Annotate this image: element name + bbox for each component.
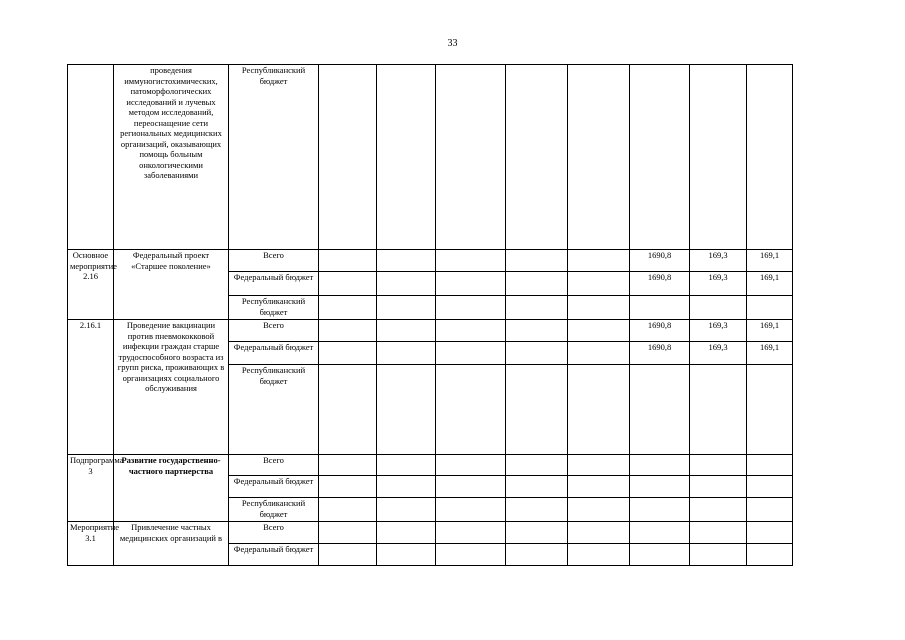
value-cell [436, 65, 506, 250]
value-cell [747, 522, 793, 544]
value-cell: 169,3 [690, 272, 747, 296]
value-cell [319, 342, 377, 365]
value-cell [690, 65, 747, 250]
value-cell [630, 498, 690, 522]
row-code-cell: Основное мероприятие 2.16 [68, 250, 114, 320]
value-cell [630, 544, 690, 566]
value-cell [377, 320, 436, 342]
value-cell [319, 296, 377, 320]
value-cell [319, 250, 377, 272]
row-name-cell: Развитие государственно-частного партнерства [114, 455, 229, 522]
value-cell [319, 365, 377, 455]
value-cell [630, 65, 690, 250]
value-cell [568, 522, 630, 544]
value-cell [747, 296, 793, 320]
budget-table [67, 64, 833, 566]
value-cell: 169,1 [747, 342, 793, 365]
funding-source-cell: Федеральный бюджет [229, 272, 319, 296]
value-cell [568, 476, 630, 498]
page-number: 33 [447, 38, 458, 49]
value-cell [568, 342, 630, 365]
value-cell [630, 476, 690, 498]
funding-source-cell: Всего [229, 320, 319, 342]
value-cell [436, 250, 506, 272]
value-cell [436, 342, 506, 365]
funding-source-cell: Федеральный бюджет [229, 544, 319, 566]
value-cell [690, 522, 747, 544]
value-cell [377, 365, 436, 455]
value-cell [436, 455, 506, 476]
value-cell [506, 365, 568, 455]
value-cell [436, 498, 506, 522]
value-cell [568, 272, 630, 296]
value-cell [377, 296, 436, 320]
value-cell [506, 342, 568, 365]
funding-source-cell: Республиканский бюджет [229, 365, 319, 455]
value-cell [506, 544, 568, 566]
value-cell [690, 365, 747, 455]
value-cell [506, 320, 568, 342]
value-cell [377, 342, 436, 365]
value-cell [747, 544, 793, 566]
value-cell [568, 365, 630, 455]
value-cell: 169,3 [690, 342, 747, 365]
row-name-cell: Проведение вакцинации против пневмококковой инфекции граждан старше трудоспособного возраста из групп риска, проживающих в организациях социального обслуживания [114, 320, 229, 455]
value-cell [747, 365, 793, 455]
value-cell [436, 320, 506, 342]
value-cell [690, 544, 747, 566]
value-cell [506, 522, 568, 544]
table-row [68, 455, 833, 476]
value-cell [506, 272, 568, 296]
value-cell [436, 544, 506, 566]
row-name-cell: Федеральный проект «Старшее поколение» [114, 250, 229, 320]
value-cell [506, 498, 568, 522]
row-code-cell: Подпрограмма 3 [68, 455, 114, 522]
value-cell [568, 498, 630, 522]
value-cell [690, 455, 747, 476]
value-cell [319, 455, 377, 476]
value-cell [319, 320, 377, 342]
value-cell [747, 476, 793, 498]
value-cell [630, 296, 690, 320]
value-cell [319, 522, 377, 544]
value-cell [436, 272, 506, 296]
value-cell [377, 250, 436, 272]
funding-source-cell: Всего [229, 250, 319, 272]
table-row [68, 522, 833, 544]
value-cell [568, 65, 630, 250]
value-cell [377, 544, 436, 566]
row-code-cell [68, 65, 114, 250]
value-cell [506, 296, 568, 320]
funding-source-cell: Всего [229, 522, 319, 544]
funding-source-cell: Федеральный бюджет [229, 476, 319, 498]
value-cell [506, 476, 568, 498]
value-cell: 1690,8 [630, 272, 690, 296]
value-cell [319, 544, 377, 566]
value-cell [568, 296, 630, 320]
value-cell: 169,1 [747, 272, 793, 296]
value-cell [319, 498, 377, 522]
value-cell: 169,1 [747, 320, 793, 342]
value-cell [630, 455, 690, 476]
value-cell [630, 365, 690, 455]
table-row [68, 250, 833, 272]
value-cell [377, 522, 436, 544]
table-row [68, 320, 833, 342]
value-cell: 169,1 [747, 250, 793, 272]
value-cell [377, 476, 436, 498]
value-cell [747, 455, 793, 476]
value-cell: 1690,8 [630, 320, 690, 342]
funding-source-cell: Республиканский бюджет [229, 65, 319, 250]
value-cell [319, 476, 377, 498]
row-name-cell: Привлечение частных медицинских организаций в [114, 522, 229, 566]
value-cell [377, 65, 436, 250]
funding-source-cell: Всего [229, 455, 319, 476]
value-cell [747, 498, 793, 522]
value-cell [319, 272, 377, 296]
value-cell: 1690,8 [630, 342, 690, 365]
value-cell [747, 65, 793, 250]
value-cell [436, 365, 506, 455]
value-cell [506, 250, 568, 272]
value-cell [377, 272, 436, 296]
value-cell [377, 498, 436, 522]
value-cell [436, 522, 506, 544]
value-cell [568, 250, 630, 272]
value-cell [568, 320, 630, 342]
value-cell [319, 65, 377, 250]
value-cell [690, 476, 747, 498]
value-cell [568, 455, 630, 476]
table-row [68, 65, 833, 250]
funding-source-cell: Республиканский бюджет [229, 498, 319, 522]
row-name-cell: проведения иммуногистохимических, патоморфологических исследований и лучевых методом исследований, переоснащение сети региональных медицинских организаций, оказывающих помощь больным онкологическими заболеваниями [114, 65, 229, 250]
row-code-cell: Мероприятие 3.1 [68, 522, 114, 566]
value-cell [690, 296, 747, 320]
value-cell: 169,3 [690, 250, 747, 272]
value-cell [568, 544, 630, 566]
row-code-cell: 2.16.1 [68, 320, 114, 455]
value-cell: 169,3 [690, 320, 747, 342]
value-cell [630, 522, 690, 544]
value-cell: 1690,8 [630, 250, 690, 272]
funding-source-cell: Республиканский бюджет [229, 296, 319, 320]
value-cell [377, 455, 436, 476]
value-cell [436, 476, 506, 498]
value-cell [690, 498, 747, 522]
value-cell [506, 65, 568, 250]
value-cell [506, 455, 568, 476]
funding-source-cell: Федеральный бюджет [229, 342, 319, 365]
value-cell [436, 296, 506, 320]
